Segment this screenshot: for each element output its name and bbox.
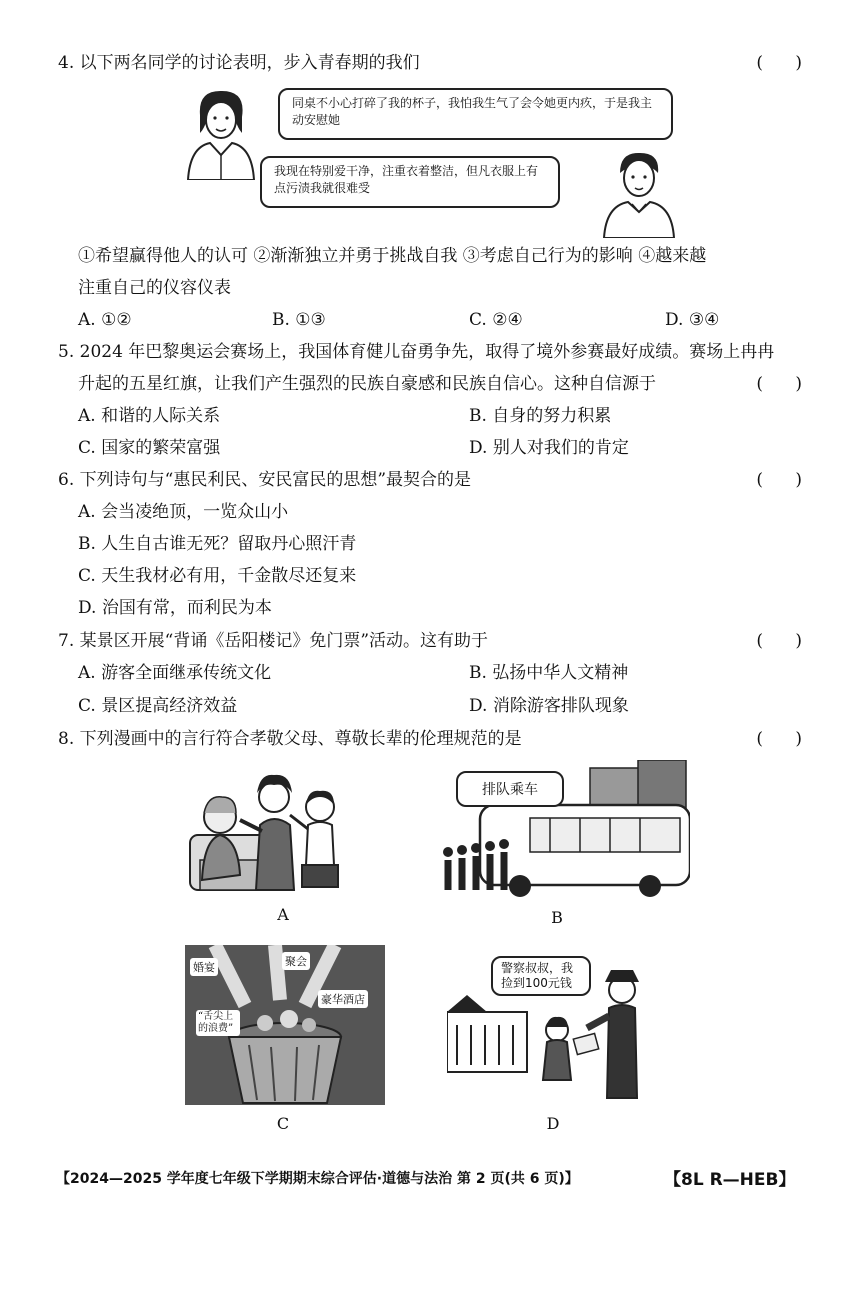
q5-stem-line2: 升起的五星红旗，让我们产生强烈的民族自豪感和民族自信心。这种自信源于 [78, 374, 656, 394]
q4-option-b: B. ①③ [272, 310, 326, 330]
q5-answer-paren: ( ) [756, 374, 802, 394]
q7-option-a: A. 游客全面继承传统文化 [78, 663, 272, 683]
comic-d-caption: D [546, 1114, 560, 1133]
q4-speech-bubble-2 [260, 156, 560, 208]
q8-stem: 8. 下列漫画中的言行符合孝敬父母、尊敬长辈的伦理规范的是 [58, 729, 522, 749]
comic-d-bubble-text: 警察叔叔，我捡到100元钱 [501, 961, 574, 990]
comic-c-caption: C [276, 1114, 290, 1133]
comic-d-speech-bubble [491, 956, 591, 996]
footer-exam-info: 【2024—2025 学年度七年级下学期期末综合评估·道德与法治 第 2 页(共 6 页)】 [56, 1171, 579, 1187]
comic-a-caption: A [277, 905, 289, 924]
q7-option-d: D. 消除游客排队现象 [469, 696, 629, 716]
boy-illustration [598, 148, 678, 238]
q5-option-a: A. 和谐的人际关系 [78, 406, 221, 426]
q4-bubble-2-text: 我现在特别爱干净，注重衣着整洁，但凡衣服上有点污渍我就很难受 [274, 164, 539, 195]
q4-option-c: C. ②④ [469, 310, 523, 330]
q4-statements-line2: 注重自己的仪容仪表 [78, 278, 231, 298]
comic-c-label-party: 聚会 [282, 952, 310, 970]
q5-stem-line1: 5. 2024 年巴黎奥运会赛场上，我国体育健儿奋勇争先，取得了境外参赛最好成绩。赛场上冉冉 [58, 342, 775, 362]
q4-option-a: A. ①② [78, 310, 132, 330]
comic-a-family-illustration [182, 765, 352, 895]
comic-c-label-hotel: 豪华酒店 [318, 990, 368, 1008]
comic-b-sign-text: 排队乘车 [482, 782, 538, 798]
q6-option-a: A. 会当凌绝顶，一览众山小 [78, 502, 289, 522]
comic-b-caption: B [551, 908, 563, 927]
q7-stem: 7. 某景区开展“背诵《岳阳楼记》免门票”活动。这有助于 [58, 631, 489, 651]
q4-statements-line1: ①希望赢得他人的认可 ②渐渐独立并勇于挑战自我 ③考虑自己行为的影响 ④越来越 [78, 246, 707, 266]
q6-option-c: C. 天生我材必有用，千金散尽还复来 [78, 566, 357, 586]
q8-answer-paren: ( ) [756, 729, 802, 749]
comic-b-sign [456, 771, 564, 807]
comic-c-label-waste: “舌尖上的浪费” [196, 1010, 240, 1036]
q4-answer-paren: ( ) [756, 53, 802, 73]
girl-illustration [180, 85, 260, 180]
q5-option-b: B. 自身的努力积累 [469, 406, 612, 426]
q4-option-d: D. ③④ [665, 310, 720, 330]
q7-answer-paren: ( ) [756, 631, 802, 651]
q7-option-c: C. 景区提高经济效益 [78, 696, 238, 716]
q5-option-c: C. 国家的繁荣富强 [78, 438, 221, 458]
footer-code: 【8L R—HEB】 [664, 1170, 796, 1190]
q6-answer-paren: ( ) [756, 470, 802, 490]
q4-stem: 4. 以下两名同学的讨论表明，步入青春期的我们 [58, 53, 420, 73]
q7-option-b: B. 弘扬中华人文精神 [469, 663, 629, 683]
q5-option-d: D. 别人对我们的肯定 [469, 438, 629, 458]
q6-option-d: D. 治国有常，而利民为本 [78, 598, 272, 618]
q4-bubble-1-text: 同桌不小心打碎了我的杯子，我怕我生气了会令她更内疚，于是我主动安慰她 [292, 96, 653, 127]
q6-option-b: B. 人生自古谁无死？留取丹心照汗青 [78, 534, 357, 554]
q6-stem: 6. 下列诗句与“惠民利民、安民富民的思想”最契合的是 [58, 470, 472, 490]
comic-c-label-wedding: 婚宴 [190, 958, 218, 976]
q4-speech-bubble-1 [278, 88, 673, 140]
